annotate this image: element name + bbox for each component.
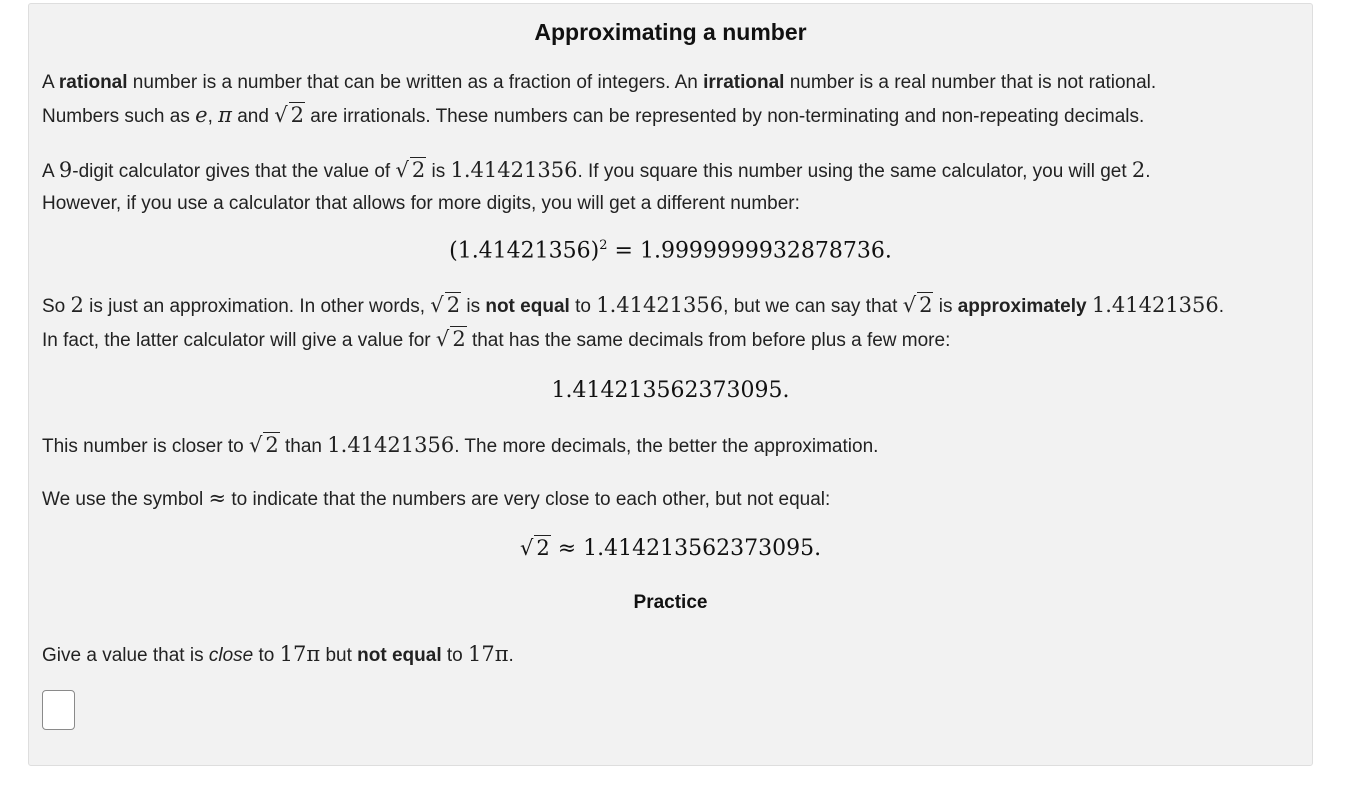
math-sqrt-2: √ 2 <box>248 433 279 457</box>
equation-square <box>29 238 1312 263</box>
text: is <box>426 161 451 182</box>
term-approximately: approximately <box>957 296 1087 317</box>
math-sqrt-2: √ 2 <box>902 293 933 317</box>
text: . The more decimals, the better the approximation. <box>454 436 879 457</box>
paragraph-calculator-line-1 <box>42 158 1151 183</box>
text: but <box>320 645 358 666</box>
text: are irrationals. These numbers can be represented by non-terminating and non-repeating decimals. <box>304 106 1145 127</box>
practice-heading: Practice <box>633 592 708 613</box>
text: , <box>207 106 219 127</box>
paragraph-calculator-line-2: However, if you use a calculator that allows for more digits, you will get a different number: <box>42 193 800 214</box>
math-two: 2 <box>1131 158 1146 182</box>
text: number is a number that can be written as a fraction of integers. An <box>127 72 704 93</box>
equation-more-digits: 1.414213562373095. <box>551 378 790 403</box>
text: to indicate that the numbers are very close to each other, but not equal: <box>226 489 831 510</box>
math-approx-result: ≈ 1.414213562373095. <box>550 536 822 561</box>
math-value: 1.41421356 <box>450 158 578 182</box>
math-exponent: 2 <box>599 238 608 253</box>
text: In fact, the latter calculator will give a value for <box>42 330 436 351</box>
paragraph-closer <box>42 433 878 458</box>
math-result: = 1.9999999932878736. <box>607 238 892 264</box>
text: . <box>1145 161 1151 182</box>
text: to <box>441 645 469 666</box>
math-sqrt-2: √ 2 <box>274 103 304 127</box>
math-value: 1.41421356 <box>327 433 455 457</box>
paragraph-definition-line-1 <box>42 72 1156 94</box>
math-two: 2 <box>70 293 84 317</box>
paragraph-approximation-line-1 <box>42 293 1224 318</box>
text: is <box>933 296 958 317</box>
math-17pi: 17π <box>468 642 509 666</box>
text: , but we can say that <box>723 296 903 317</box>
text: number is a real number that is not rational. <box>784 72 1157 93</box>
equation-approx <box>29 536 1312 561</box>
text: . <box>508 645 514 666</box>
term-not-equal: not equal <box>485 296 570 317</box>
math-nine: 9 <box>58 158 73 182</box>
text: Numbers such as <box>42 106 196 127</box>
math-base: (1.41421356) <box>449 238 600 264</box>
text: A <box>42 72 59 93</box>
text: and <box>231 106 275 127</box>
math-approx-symbol: ≈ <box>208 486 227 510</box>
paragraph-approx-symbol <box>42 486 830 511</box>
math-sqrt-2: √ 2 <box>519 536 550 560</box>
text: is just an approximation. In other words, <box>83 296 431 317</box>
practice-question <box>42 642 514 667</box>
math-value: 1.41421356 <box>596 293 724 317</box>
page-title: Approximating a number <box>534 19 807 45</box>
lesson-card <box>28 3 1313 766</box>
term-rational: rational <box>58 72 128 93</box>
term-irrational: irrational <box>703 72 785 93</box>
math-sqrt-2: √ 2 <box>395 158 426 182</box>
text: . If you square this number using the same calculator, you will get <box>577 161 1132 182</box>
math-sqrt-2: √ 2 <box>435 327 466 351</box>
text: Give a value that is <box>42 645 209 666</box>
text: than <box>279 436 328 457</box>
text: . <box>1218 296 1225 317</box>
text: is <box>461 296 486 317</box>
text: that has the same decimals from before plus a few more: <box>466 330 951 351</box>
text: A <box>42 161 59 182</box>
math-e: e <box>195 103 208 127</box>
paragraph-definition-line-2 <box>42 103 1144 128</box>
math-value: 1.41421356 <box>1091 293 1219 317</box>
math-17pi: 17π <box>279 642 321 666</box>
text: to <box>569 296 597 317</box>
text: So <box>42 296 71 317</box>
term-not-equal: not equal <box>357 645 442 666</box>
term-close: close <box>208 645 254 666</box>
text: to <box>253 645 280 666</box>
math-sqrt-2: √ 2 <box>430 293 461 317</box>
paragraph-approximation-line-2 <box>42 327 950 352</box>
math-pi: π <box>218 103 232 127</box>
text: This number is closer to <box>42 436 249 457</box>
text: -digit calculator gives that the value of <box>72 161 396 182</box>
answer-input[interactable] <box>42 690 75 730</box>
text: We use the symbol <box>42 489 209 510</box>
